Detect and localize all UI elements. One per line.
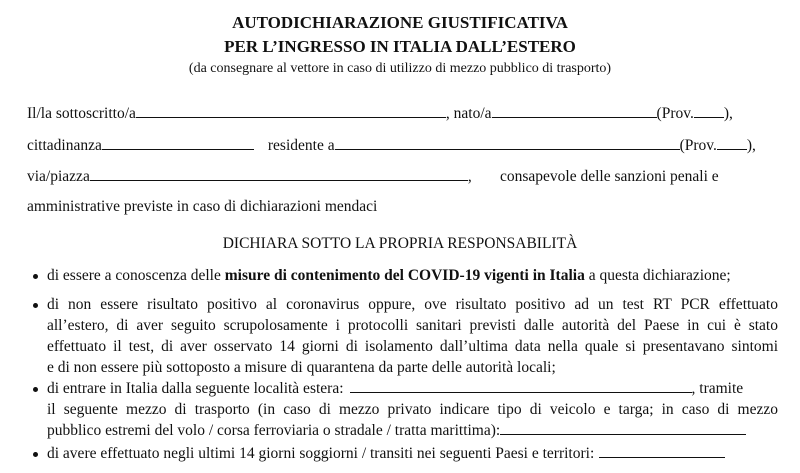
countries-field[interactable] xyxy=(599,443,725,458)
label-resident: residente a xyxy=(267,137,335,154)
label-end-1: ), xyxy=(723,105,733,122)
bullet-health-line-4: e di non essere più sottoposto a misure di quarantena da parte delle autorità locali; xyxy=(47,359,556,376)
countries-label: di avere effettuato negli ultimi 14 giorni soggiorni / transiti nei seguenti Paesi e territori: xyxy=(47,445,595,462)
entry-location-label: di entrare in Italia dalla seguente località estera: xyxy=(47,380,344,397)
bullet-health-line-1: di non essere risultato positivo al coronavirus oppure, ove risultato positivo ad un test RT PCR effettuato xyxy=(47,296,778,313)
citizenship-field[interactable] xyxy=(102,135,254,150)
sanctions-text-right: consapevole delle sanzioni penali e xyxy=(500,168,719,185)
label-undersigned: Il/la sottoscritto/a xyxy=(27,105,136,122)
bullet-entry-line-3 xyxy=(47,420,746,441)
form-line-citizenship xyxy=(27,135,756,156)
document-title-line-1: AUTODICHIARAZIONE GIUSTIFICATIVA xyxy=(232,13,568,32)
bullet-dot-icon xyxy=(33,274,38,279)
entry-via-label: , tramite xyxy=(691,380,744,397)
label-street: via/piazza xyxy=(27,168,90,185)
document-title-line-2: PER L’INGRESSO IN ITALIA DALL’ESTERO xyxy=(224,37,576,56)
bullet-countries xyxy=(47,443,725,464)
form-line-name xyxy=(27,103,733,124)
bullet-health-line-3: effettuato il test, di aver osservato 14 giorni di isolamento dall’ultima data nella quale si presentavano sintomi xyxy=(47,338,778,355)
bullet1-pre: di essere a conoscenza delle xyxy=(47,267,225,284)
label-prov-2: (Prov. xyxy=(679,137,717,154)
form-line-street xyxy=(27,166,472,187)
bullet-entry-line-2: il seguente mezzo di trasporto (in caso di mezzo privato indicare tipo di veicolo e targa; in caso di mezzo xyxy=(47,401,778,418)
label-end-2: ), xyxy=(746,137,756,154)
bullet1-post: a questa dichiarazione; xyxy=(584,267,731,284)
bullet-health-line-2: all’estero, di aver seguito scrupolosamente i protocolli sanitari previsti dalle autorità del Paese in cui è stato xyxy=(47,317,778,334)
bullet-dot-icon xyxy=(33,303,38,308)
document-subtitle: (da consegnare al vettore in caso di utilizzo di mezzo pubblico di trasporto) xyxy=(188,61,612,76)
street-field[interactable] xyxy=(90,166,468,181)
label-comma: , xyxy=(467,168,472,185)
foreign-location-field[interactable] xyxy=(350,378,692,393)
bullet-covid-measures xyxy=(47,265,731,286)
bullet1-bold: misure di contenimento del COVID-19 vigenti in Italia xyxy=(224,267,585,284)
label-prov-1: (Prov. xyxy=(656,105,694,122)
residence-field[interactable] xyxy=(335,135,680,150)
birth-prov-field[interactable] xyxy=(694,103,724,118)
bullet-dot-icon xyxy=(33,387,38,392)
birthplace-field[interactable] xyxy=(492,103,657,118)
sanctions-text-continued: amministrative previste in caso di dichiarazioni mendaci xyxy=(27,198,378,215)
label-citizenship: cittadinanza xyxy=(27,137,102,154)
residence-prov-field[interactable] xyxy=(717,135,747,150)
declaration-heading: DICHIARA SOTTO LA PROPRIA RESPONSABILITÀ xyxy=(222,235,578,252)
bullet-dot-icon xyxy=(33,452,38,457)
bullet-entry-line-1 xyxy=(47,378,743,399)
transport-details-field[interactable] xyxy=(500,420,746,435)
name-field[interactable] xyxy=(136,103,446,118)
transport-details-label: pubblico estremi del volo / corsa ferroviaria o stradale / tratta marittima): xyxy=(47,422,501,439)
label-born: , nato/a xyxy=(445,105,492,122)
